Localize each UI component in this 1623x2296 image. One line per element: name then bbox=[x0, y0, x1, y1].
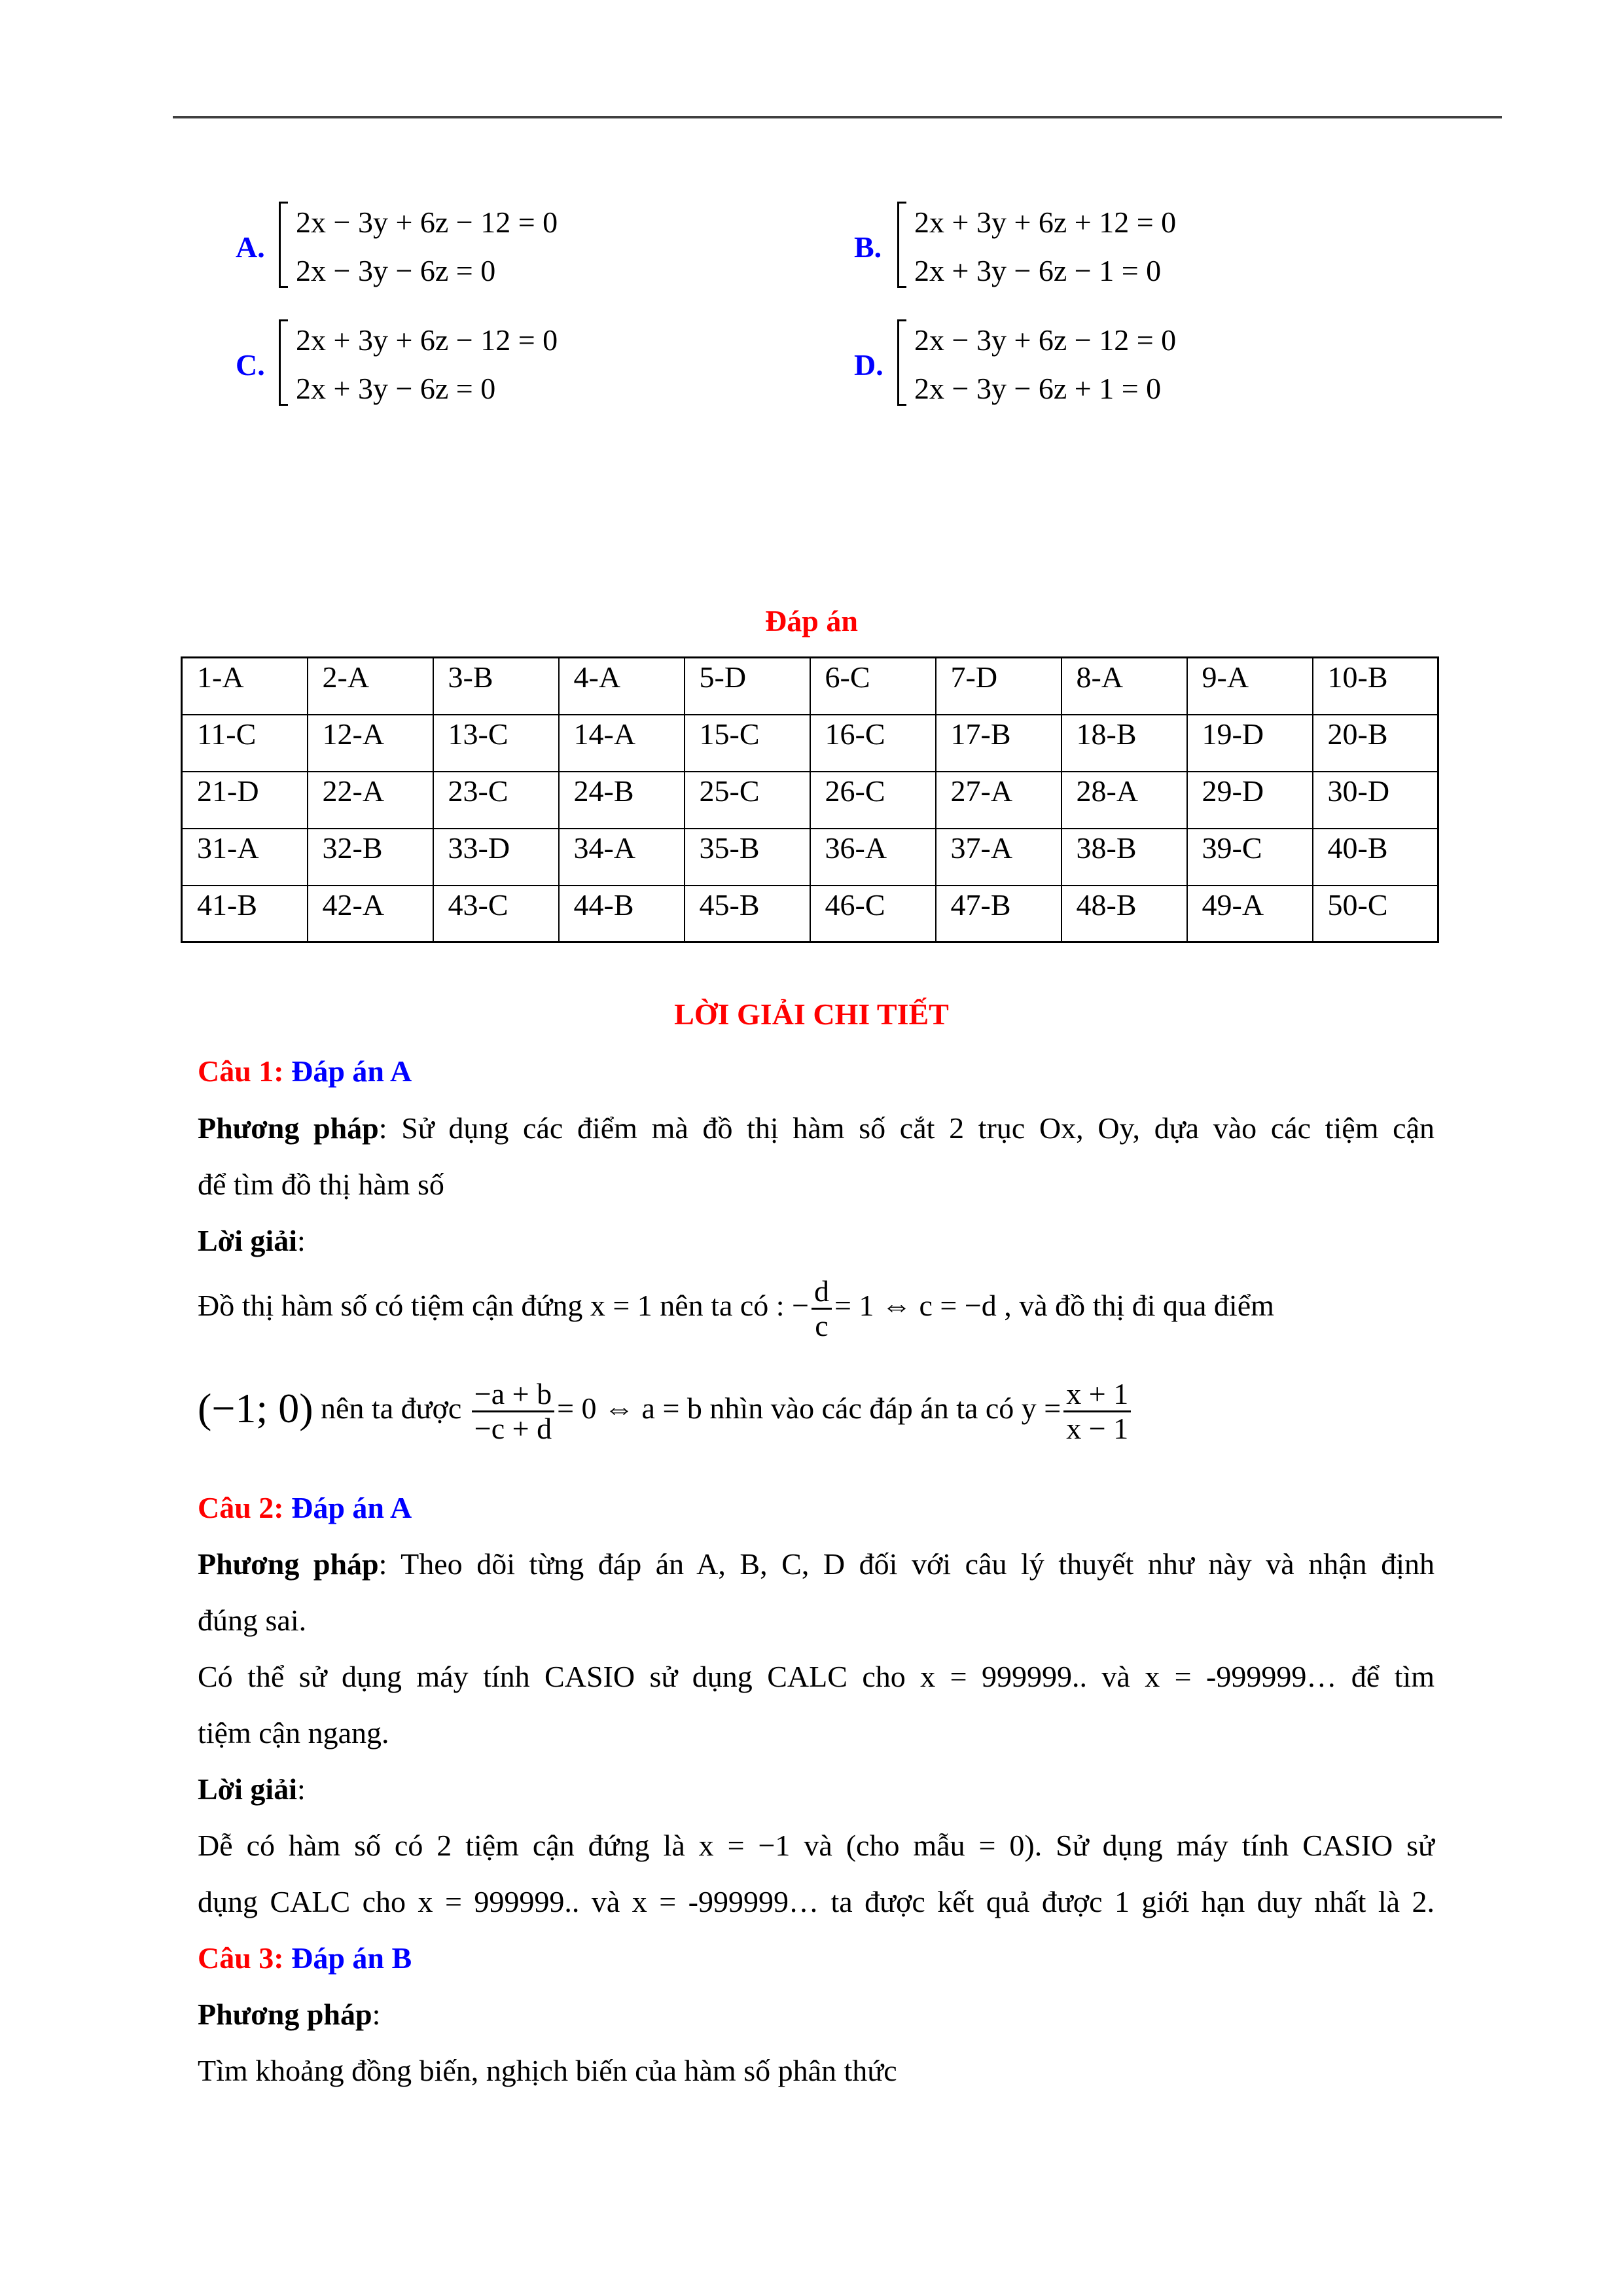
answer-key-cell: 17-B bbox=[936, 715, 1061, 772]
answer-key-cell: 31-A bbox=[182, 829, 308, 886]
question-1-solution-line-1 bbox=[198, 1275, 1274, 1342]
numerator: d bbox=[812, 1275, 832, 1310]
answer-key-cell: 19-D bbox=[1187, 715, 1313, 772]
question-answer: Đáp án A bbox=[291, 1054, 412, 1088]
method-label: Phương pháp bbox=[198, 1111, 379, 1145]
answer-key-cell: 22-A bbox=[308, 772, 433, 829]
answer-key-cell: 14-A bbox=[559, 715, 685, 772]
answer-key-cell: 38-B bbox=[1061, 829, 1187, 886]
question-1-method-cont: để tìm đồ thị hàm số bbox=[198, 1168, 444, 1201]
answer-key-cell: 16-C bbox=[810, 715, 936, 772]
question-2-method-cont: Có thể sử dụng máy tính CASIO sử dụng CALC cho x = 999999.. và x = -999999… để tìm bbox=[198, 1660, 1435, 1693]
equation: 2x + 3y + 6z − 12 = 0 bbox=[296, 323, 558, 357]
answer-key-cell: 23-C bbox=[433, 772, 559, 829]
solution-text: = 1 ⇔ c = −d , và đồ thị đi qua điểm bbox=[834, 1289, 1274, 1323]
answer-key-cell: 13-C bbox=[433, 715, 559, 772]
bracket-icon bbox=[897, 319, 906, 406]
solution-text: nên ta được bbox=[313, 1391, 469, 1426]
question-3-heading bbox=[198, 1941, 412, 1976]
answer-key-row bbox=[182, 715, 1438, 772]
option-label: A. bbox=[236, 230, 265, 264]
answer-key-cell: 41-B bbox=[182, 886, 308, 942]
option-label: B. bbox=[854, 230, 882, 264]
answer-key-cell: 28-A bbox=[1061, 772, 1187, 829]
equation: 2x + 3y − 6z − 1 = 0 bbox=[914, 254, 1162, 287]
answer-key-cell: 44-B bbox=[559, 886, 685, 942]
question-1-method bbox=[198, 1111, 1435, 1146]
fraction bbox=[1063, 1378, 1131, 1445]
answer-key-cell: 30-D bbox=[1313, 772, 1438, 829]
header-rule bbox=[173, 116, 1502, 118]
method-label: Phương pháp bbox=[198, 1547, 379, 1581]
answer-key-cell: 48-B bbox=[1061, 886, 1187, 942]
question-2-solution-label bbox=[198, 1772, 306, 1807]
denominator: −c + d bbox=[474, 1412, 552, 1445]
option-label: D. bbox=[854, 348, 883, 382]
question-2-method-cont: đúng sai. bbox=[198, 1604, 307, 1637]
equation: 2x − 3y + 6z − 12 = 0 bbox=[296, 206, 558, 239]
answer-key-cell: 32-B bbox=[308, 829, 433, 886]
answer-key-cell: 2-A bbox=[308, 658, 433, 715]
fraction bbox=[812, 1275, 832, 1342]
equation: 2x − 3y − 6z = 0 bbox=[296, 254, 496, 287]
answer-key-cell: 37-A bbox=[936, 829, 1061, 886]
answer-key-cell: 45-B bbox=[685, 886, 810, 942]
question-1-solution-line-2 bbox=[198, 1378, 1133, 1445]
answer-key-cell: 46-C bbox=[810, 886, 936, 942]
answer-key-cell: 40-B bbox=[1313, 829, 1438, 886]
answer-key-cell: 8-A bbox=[1061, 658, 1187, 715]
answer-key-cell: 39-C bbox=[1187, 829, 1313, 886]
question-1-heading bbox=[198, 1054, 412, 1089]
bracket-icon bbox=[897, 202, 906, 288]
question-3-method-text: Tìm khoảng đồng biến, nghịch biến của hàm số phân thức bbox=[198, 2054, 897, 2087]
solution-label: Lời giải bbox=[198, 1224, 297, 1257]
answer-key-cell: 49-A bbox=[1187, 886, 1313, 942]
solution-text: = 0 ⇔ a = b nhìn vào các đáp án ta có y = bbox=[557, 1391, 1061, 1426]
answer-key-cell: 6-C bbox=[810, 658, 936, 715]
answer-key-cell: 18-B bbox=[1061, 715, 1187, 772]
answer-key-row bbox=[182, 658, 1438, 715]
answer-key-cell: 20-B bbox=[1313, 715, 1438, 772]
colon: : bbox=[297, 1224, 306, 1257]
answer-key-cell: 42-A bbox=[308, 886, 433, 942]
answer-key-cell: 4-A bbox=[559, 658, 685, 715]
answer-key-cell: 29-D bbox=[1187, 772, 1313, 829]
option-label: C. bbox=[236, 348, 265, 382]
question-2-method bbox=[198, 1547, 1435, 1582]
solution-text: Đồ thị hàm số có tiệm cận đứng x = 1 nên ta có : − bbox=[198, 1289, 810, 1323]
question-2-solution-line-1: Dễ có hàm số có 2 tiệm cận đứng là x = −1 và (cho mẫu = 0). Sử dụng máy tính CASIO sử bbox=[198, 1829, 1435, 1862]
answer-key-cell: 9-A bbox=[1187, 658, 1313, 715]
equation: 2x + 3y + 6z + 12 = 0 bbox=[914, 206, 1177, 239]
fraction bbox=[472, 1378, 554, 1445]
point: (−1; 0) bbox=[198, 1385, 313, 1432]
answer-key-row bbox=[182, 886, 1438, 942]
answer-key-cell: 43-C bbox=[433, 886, 559, 942]
answer-key-row bbox=[182, 829, 1438, 886]
answer-key-cell: 7-D bbox=[936, 658, 1061, 715]
answer-key-cell: 26-C bbox=[810, 772, 936, 829]
colon: : bbox=[297, 1772, 306, 1806]
answer-key-cell: 35-B bbox=[685, 829, 810, 886]
question-answer: Đáp án B bbox=[291, 1941, 412, 1975]
answer-key-cell: 11-C bbox=[182, 715, 308, 772]
equation: 2x − 3y − 6z + 1 = 0 bbox=[914, 372, 1162, 405]
denominator: c bbox=[815, 1309, 829, 1342]
numerator: −a + b bbox=[472, 1378, 554, 1412]
answer-key-title: Đáp án bbox=[765, 604, 858, 637]
answer-key-cell: 3-B bbox=[433, 658, 559, 715]
solution-label: Lời giải bbox=[198, 1772, 297, 1806]
question-2-heading bbox=[198, 1490, 412, 1526]
method-text: : Theo dõi từng đáp án A, B, C, D đối với câu lý thuyết như này và nhận định bbox=[378, 1547, 1435, 1581]
question-1-solution-label bbox=[198, 1223, 306, 1259]
question-3-method bbox=[198, 1997, 380, 2032]
answer-key-table bbox=[181, 656, 1439, 943]
answer-key-cell: 21-D bbox=[182, 772, 308, 829]
answer-key-row bbox=[182, 772, 1438, 829]
solutions-title: LỜI GIẢI CHI TIẾT bbox=[674, 997, 949, 1031]
question-answer: Đáp án A bbox=[291, 1491, 412, 1524]
answer-key-cell: 36-A bbox=[810, 829, 936, 886]
bracket-icon bbox=[279, 202, 288, 288]
answer-key-cell: 33-D bbox=[433, 829, 559, 886]
method-label: Phương pháp bbox=[198, 1998, 372, 2031]
answer-key-cell: 50-C bbox=[1313, 886, 1438, 942]
answer-key-cell: 1-A bbox=[182, 658, 308, 715]
bracket-icon bbox=[279, 319, 288, 406]
equation: 2x − 3y + 6z − 12 = 0 bbox=[914, 323, 1177, 357]
answer-key-cell: 25-C bbox=[685, 772, 810, 829]
answer-key-cell: 27-A bbox=[936, 772, 1061, 829]
question-2-method-cont: tiệm cận ngang. bbox=[198, 1716, 389, 1749]
answer-key-cell: 34-A bbox=[559, 829, 685, 886]
method-text: : Sử dụng các điểm mà đồ thị hàm số cắt 2 trục Ox, Oy, dựa vào các tiệm cận bbox=[378, 1111, 1435, 1145]
answer-key-cell: 10-B bbox=[1313, 658, 1438, 715]
answer-key-cell: 47-B bbox=[936, 886, 1061, 942]
answer-key-cell: 12-A bbox=[308, 715, 433, 772]
answer-key-cell: 24-B bbox=[559, 772, 685, 829]
equation: 2x + 3y − 6z = 0 bbox=[296, 372, 496, 405]
numerator: x + 1 bbox=[1063, 1378, 1131, 1412]
denominator: x − 1 bbox=[1066, 1412, 1129, 1445]
answer-key-cell: 5-D bbox=[685, 658, 810, 715]
colon: : bbox=[372, 1998, 381, 2031]
question-2-solution-line-2: dụng CALC cho x = 999999.. và x = -999999… ta được kết quả được 1 giới hạn duy nhất là 2. bbox=[198, 1885, 1435, 1918]
question-number: Câu 2: bbox=[198, 1491, 284, 1524]
answer-key-cell: 15-C bbox=[685, 715, 810, 772]
question-number: Câu 3: bbox=[198, 1941, 284, 1975]
question-number: Câu 1: bbox=[198, 1054, 284, 1088]
